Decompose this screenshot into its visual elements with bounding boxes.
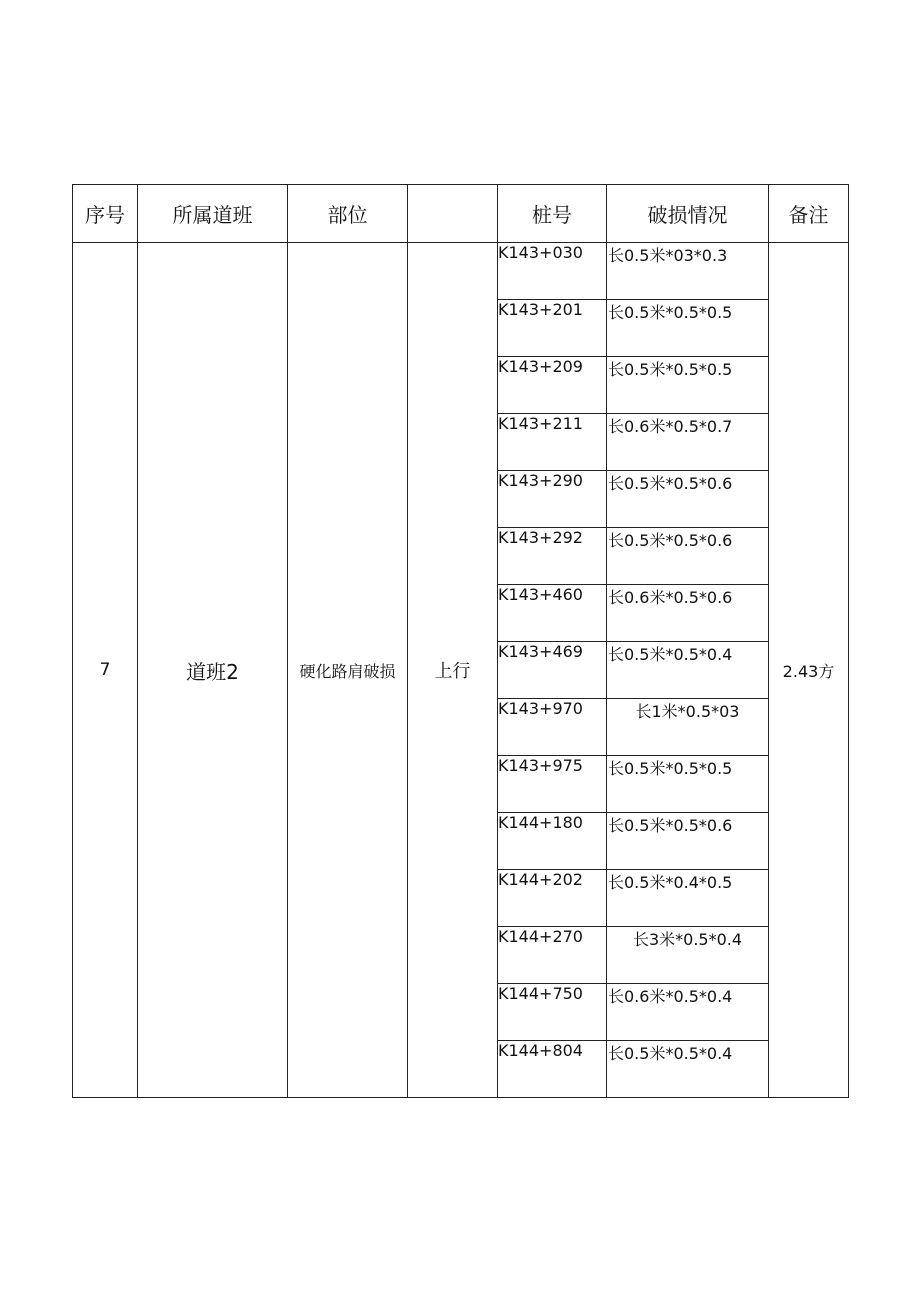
stake-cell: K143+290 — [498, 471, 607, 528]
damage-cell: 长0.6米*0.5*0.6 — [607, 585, 769, 642]
stake-cell: K143+292 — [498, 528, 607, 585]
team-cell: 道班2 — [138, 243, 288, 1098]
damage-cell: 长0.5米*0.5*0.6 — [607, 528, 769, 585]
stake-cell: K144+804 — [498, 1041, 607, 1098]
header-remark: 备注 — [769, 185, 849, 243]
stake-cell: K143+201 — [498, 300, 607, 357]
direction-cell: 上行 — [408, 243, 498, 1098]
stake-cell: K144+202 — [498, 870, 607, 927]
remark-cell: 2.43方 — [769, 243, 849, 1098]
header-part: 部位 — [288, 185, 408, 243]
stake-cell: K143+460 — [498, 585, 607, 642]
damage-cell: 长0.5米*03*0.3 — [607, 243, 769, 300]
damage-report-table — [72, 184, 849, 1098]
damage-cell: 长0.6米*0.5*0.7 — [607, 414, 769, 471]
stake-cell: K143+211 — [498, 414, 607, 471]
damage-cell: 长3米*0.5*0.4 — [607, 927, 769, 984]
damage-cell: 长0.5米*0.5*0.5 — [607, 756, 769, 813]
damage-cell: 长0.5米*0.5*0.5 — [607, 357, 769, 414]
damage-cell: 长0.5米*0.5*0.6 — [607, 471, 769, 528]
damage-cell: 长1米*0.5*03 — [607, 699, 769, 756]
seq-cell: 7 — [73, 243, 138, 1098]
stake-cell: K144+750 — [498, 984, 607, 1041]
damage-cell: 长0.6米*0.5*0.4 — [607, 984, 769, 1041]
header-stake: 桩号 — [498, 185, 607, 243]
stake-cell: K143+970 — [498, 699, 607, 756]
stake-cell: K143+469 — [498, 642, 607, 699]
damage-cell: 长0.5米*0.5*0.6 — [607, 813, 769, 870]
stake-cell: K143+975 — [498, 756, 607, 813]
stake-cell: K144+270 — [498, 927, 607, 984]
stake-cell: K144+180 — [498, 813, 607, 870]
header-row — [73, 185, 849, 243]
stake-cell: K143+209 — [498, 357, 607, 414]
header-seq: 序号 — [73, 185, 138, 243]
damage-cell: 长0.5米*0.4*0.5 — [607, 870, 769, 927]
header-damage: 破损情况 — [607, 185, 769, 243]
stake-cell: K143+030 — [498, 243, 607, 300]
header-direction — [408, 185, 498, 243]
header-team: 所属道班 — [138, 185, 288, 243]
table-row — [73, 243, 849, 300]
damage-cell: 长0.5米*0.5*0.5 — [607, 300, 769, 357]
damage-cell: 长0.5米*0.5*0.4 — [607, 642, 769, 699]
damage-cell: 长0.5米*0.5*0.4 — [607, 1041, 769, 1098]
part-cell: 硬化路肩破损 — [288, 243, 408, 1098]
